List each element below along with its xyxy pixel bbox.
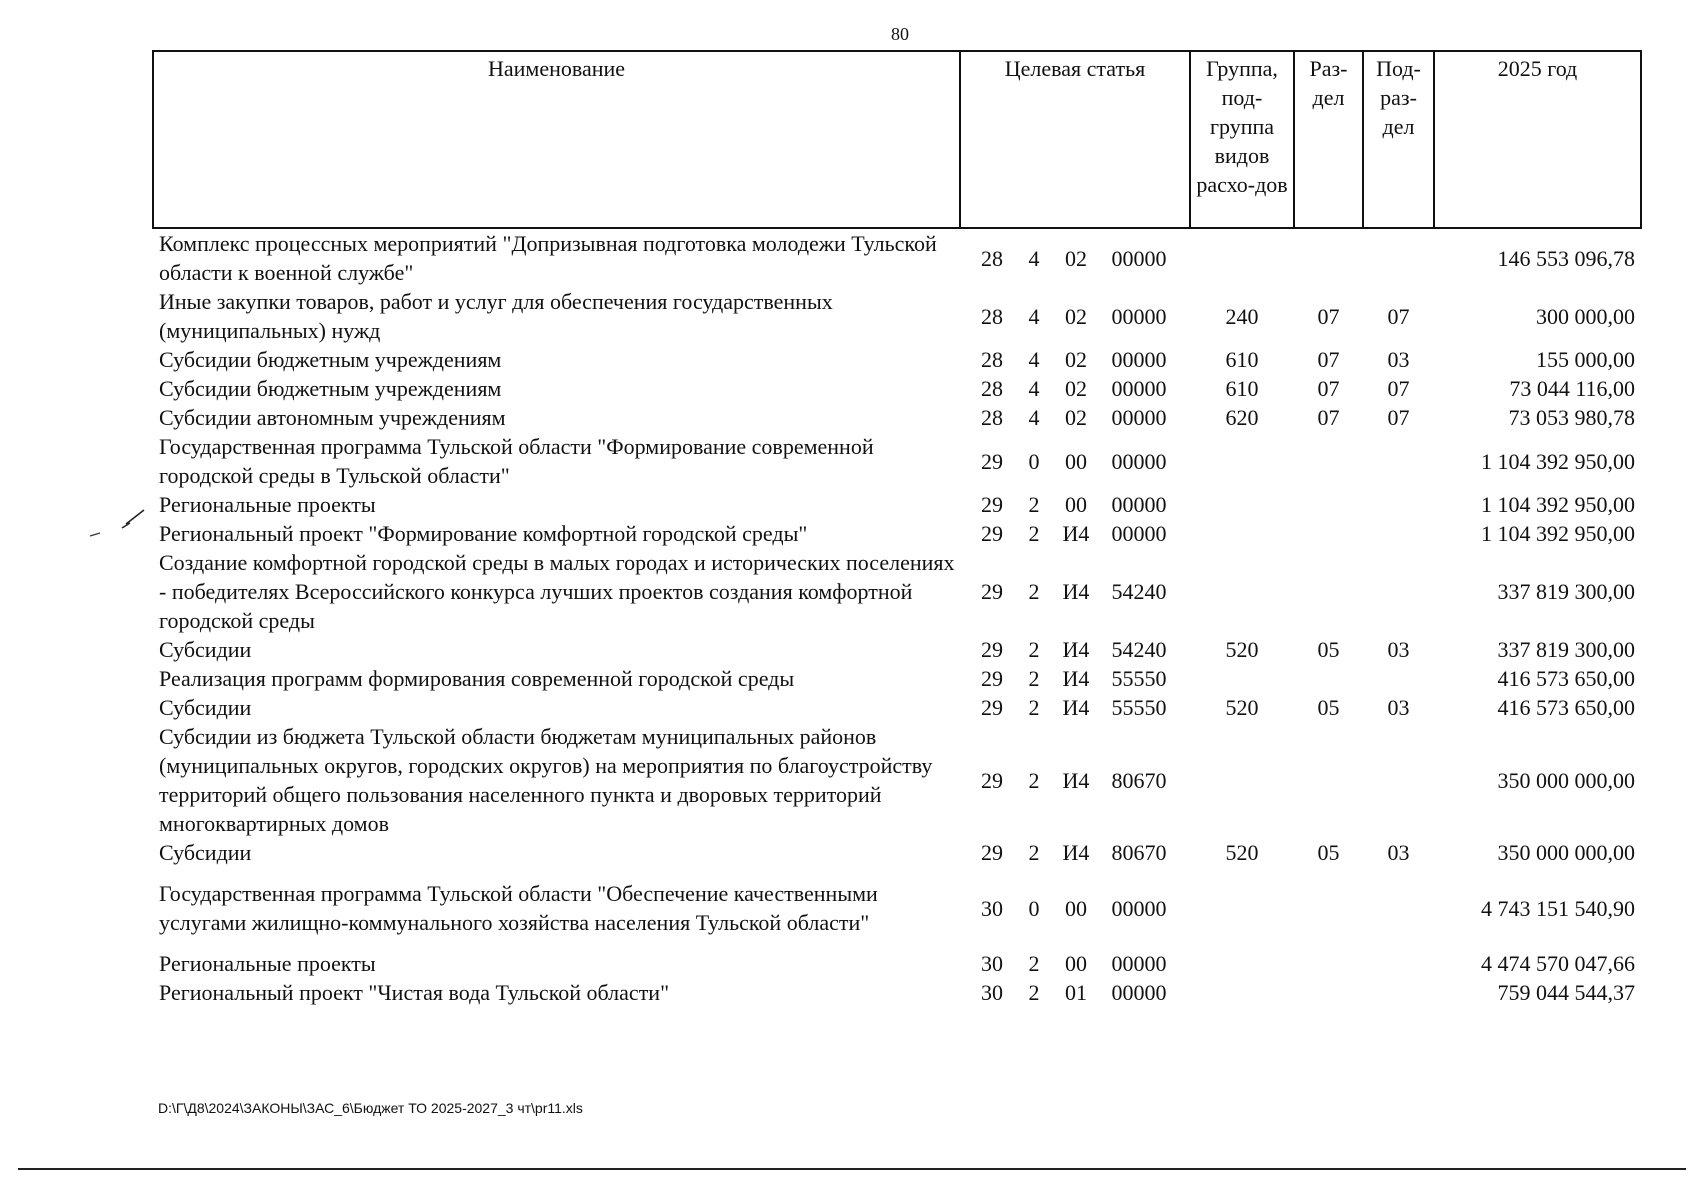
row-name: Субсидии xyxy=(159,695,252,720)
row-section xyxy=(1294,548,1363,635)
table-row xyxy=(153,693,1641,722)
target-type-code: 2 xyxy=(1028,579,1040,604)
target-structure-code: И4 xyxy=(1062,579,1090,604)
target-structure-code: 02 xyxy=(1065,405,1087,430)
header-year: 2025 год xyxy=(1434,51,1641,228)
row-expense-group xyxy=(1190,978,1294,1007)
target-structure-code: И4 xyxy=(1062,840,1090,865)
target-program-code: 30 xyxy=(981,951,1003,976)
target-type-code: 2 xyxy=(1028,637,1040,662)
table-row xyxy=(153,345,1641,374)
header-target-article: Целевая статья xyxy=(960,51,1190,228)
row-amount: 337 819 300,00 xyxy=(1497,637,1635,662)
header-expense-group: Группа, под-группа видов расхо-дов xyxy=(1190,51,1294,228)
row-section xyxy=(1294,949,1363,978)
target-program-code: 29 xyxy=(981,521,1003,546)
target-program-code: 29 xyxy=(981,840,1003,865)
row-subsection xyxy=(1363,490,1434,519)
row-amount: 337 819 300,00 xyxy=(1497,579,1635,604)
row-name: Субсидии автономным учреждениям xyxy=(159,405,506,430)
target-direction-code: 00000 xyxy=(1111,980,1167,1005)
target-type-code: 0 xyxy=(1028,895,1040,921)
row-subsection: 07 xyxy=(1387,303,1410,329)
target-program-code: 28 xyxy=(981,303,1003,329)
target-direction-code: 00000 xyxy=(1111,492,1167,517)
table-row xyxy=(153,548,1641,635)
row-section xyxy=(1294,432,1363,490)
target-type-code: 2 xyxy=(1028,666,1040,691)
target-direction-code: 55550 xyxy=(1111,695,1167,720)
row-expense-group xyxy=(1190,228,1294,287)
target-type-code: 2 xyxy=(1028,521,1040,546)
row-expense-group: 520 xyxy=(1225,637,1259,662)
row-amount: 4 474 570 047,66 xyxy=(1481,951,1635,976)
row-amount: 1 104 392 950,00 xyxy=(1481,492,1635,517)
target-direction-code: 55550 xyxy=(1111,666,1167,691)
header-section: Раз-дел xyxy=(1294,51,1363,228)
target-type-code: 4 xyxy=(1028,347,1040,372)
row-expense-group xyxy=(1190,949,1294,978)
row-name: Субсидии из бюджета Тульской области бюджетам муниципальных районов (муниципальных округов, городских округов) на мероприятия по благоустройству территорий общего пользования населенного пункта и дворовых территорий многоквартирных домов xyxy=(159,724,933,836)
target-type-code: 0 xyxy=(1028,448,1040,474)
target-structure-code: 01 xyxy=(1065,980,1087,1005)
row-expense-group: 240 xyxy=(1225,303,1259,329)
row-subsection xyxy=(1363,722,1434,838)
target-direction-code: 80670 xyxy=(1111,840,1167,865)
row-subsection: 03 xyxy=(1387,840,1410,865)
row-expense-group xyxy=(1190,879,1294,949)
table-row xyxy=(153,664,1641,693)
table-row xyxy=(153,978,1641,1007)
row-name: Субсидии бюджетным учреждениям xyxy=(159,376,502,401)
row-name: Субсидии бюджетным учреждениям xyxy=(159,347,502,372)
bottom-divider xyxy=(18,1168,1686,1170)
row-name: Иные закупки товаров, работ и услуг для обеспечения государственных (муниципальных) нужд xyxy=(159,289,833,343)
row-expense-group xyxy=(1190,664,1294,693)
row-expense-group: 610 xyxy=(1225,376,1259,401)
row-subsection xyxy=(1363,879,1434,949)
row-amount: 416 573 650,00 xyxy=(1497,666,1635,691)
row-name: Субсидии xyxy=(159,637,252,662)
row-name: Государственная программа Тульской области "Формирование современной городской среды в Тульской области" xyxy=(159,434,874,488)
target-structure-code: И4 xyxy=(1062,695,1090,720)
target-program-code: 30 xyxy=(981,980,1003,1005)
table-row xyxy=(153,287,1641,345)
target-program-code: 29 xyxy=(981,448,1003,474)
target-program-code: 28 xyxy=(981,245,1003,271)
target-structure-code: И4 xyxy=(1062,521,1090,546)
row-name: Региональный проект "Чистая вода Тульской области" xyxy=(159,980,670,1005)
target-structure-code: 02 xyxy=(1065,347,1087,372)
target-structure-code: 02 xyxy=(1065,303,1087,329)
row-name: Создание комфортной городской среды в малых городах и исторических поселениях - победителях Всероссийского конкурса лучших проектов создания комфортной городской среды xyxy=(159,550,955,633)
target-program-code: 29 xyxy=(981,492,1003,517)
target-direction-code: 00000 xyxy=(1111,405,1167,430)
target-program-code: 29 xyxy=(981,767,1003,793)
table-row xyxy=(153,228,1641,287)
row-subsection: 03 xyxy=(1387,347,1410,372)
row-expense-group xyxy=(1190,490,1294,519)
row-amount: 4 743 151 540,90 xyxy=(1481,895,1635,921)
target-program-code: 28 xyxy=(981,376,1003,401)
row-subsection xyxy=(1363,228,1434,287)
target-type-code: 4 xyxy=(1028,245,1040,271)
row-section xyxy=(1294,722,1363,838)
target-type-code: 4 xyxy=(1028,405,1040,430)
target-direction-code: 54240 xyxy=(1111,637,1167,662)
table-row xyxy=(153,403,1641,432)
row-subsection: 03 xyxy=(1387,637,1410,662)
target-direction-code: 00000 xyxy=(1111,376,1167,401)
row-subsection xyxy=(1363,548,1434,635)
row-section: 05 xyxy=(1317,695,1340,720)
row-amount: 350 000 000,00 xyxy=(1497,840,1635,865)
row-subsection xyxy=(1363,664,1434,693)
row-name: Государственная программа Тульской области "Обеспечение качественными услугами жилищно-коммунального хозяйства населения Тульской области" xyxy=(159,881,878,935)
row-name: Комплекс процессных мероприятий "Допризывная подготовка молодежи Тульской области к военной службе" xyxy=(159,231,937,285)
target-program-code: 29 xyxy=(981,579,1003,604)
row-name: Субсидии xyxy=(159,840,252,865)
row-section: 07 xyxy=(1317,303,1340,329)
target-program-code: 30 xyxy=(981,895,1003,921)
row-subsection: 03 xyxy=(1387,695,1410,720)
row-expense-group xyxy=(1190,432,1294,490)
table-row xyxy=(153,374,1641,403)
row-expense-group xyxy=(1190,722,1294,838)
target-program-code: 28 xyxy=(981,347,1003,372)
row-amount: 146 553 096,78 xyxy=(1497,245,1635,271)
row-expense-group xyxy=(1190,548,1294,635)
target-program-code: 29 xyxy=(981,637,1003,662)
row-amount: 155 000,00 xyxy=(1536,347,1635,372)
target-direction-code: 80670 xyxy=(1111,767,1167,793)
target-structure-code: И4 xyxy=(1062,666,1090,691)
table-row xyxy=(153,949,1641,978)
target-structure-code: 00 xyxy=(1065,895,1087,921)
target-structure-code: 00 xyxy=(1065,448,1087,474)
row-amount: 416 573 650,00 xyxy=(1497,695,1635,720)
target-direction-code: 54240 xyxy=(1111,579,1167,604)
target-type-code: 2 xyxy=(1028,695,1040,720)
header-subsection: Под-раз-дел xyxy=(1363,51,1434,228)
row-section: 07 xyxy=(1317,347,1340,372)
row-expense-group: 520 xyxy=(1225,840,1259,865)
row-section xyxy=(1294,490,1363,519)
page-number: 80 xyxy=(891,24,909,44)
row-amount: 759 044 544,37 xyxy=(1497,980,1635,1005)
target-direction-code: 00000 xyxy=(1111,951,1167,976)
row-section xyxy=(1294,664,1363,693)
row-name: Реализация программ формирования современной городской среды xyxy=(159,666,795,691)
row-amount: 1 104 392 950,00 xyxy=(1481,448,1635,474)
row-section: 05 xyxy=(1317,637,1340,662)
row-section xyxy=(1294,978,1363,1007)
target-type-code: 2 xyxy=(1028,767,1040,793)
target-type-code: 2 xyxy=(1028,492,1040,517)
target-structure-code: И4 xyxy=(1062,637,1090,662)
row-section xyxy=(1294,228,1363,287)
table-row xyxy=(153,838,1641,879)
row-subsection xyxy=(1363,978,1434,1007)
row-amount: 73 053 980,78 xyxy=(1508,405,1635,430)
row-expense-group xyxy=(1190,519,1294,548)
row-expense-group: 620 xyxy=(1225,405,1259,430)
file-path-footer: D:\Г\Д8\2024\ЗАКОНЫ\ЗАС_6\Бюджет ТО 2025-2027_3 чт\pr11.xls xyxy=(158,1100,583,1116)
budget-table xyxy=(152,50,1642,1007)
table-row xyxy=(153,432,1641,490)
target-structure-code: 02 xyxy=(1065,376,1087,401)
target-program-code: 29 xyxy=(981,695,1003,720)
target-type-code: 2 xyxy=(1028,840,1040,865)
target-direction-code: 00000 xyxy=(1111,448,1167,474)
row-subsection: 07 xyxy=(1387,376,1410,401)
target-type-code: 4 xyxy=(1028,376,1040,401)
header-name: Наименование xyxy=(153,51,960,228)
table-row xyxy=(153,635,1641,664)
target-type-code: 4 xyxy=(1028,303,1040,329)
row-section xyxy=(1294,519,1363,548)
target-structure-code: 00 xyxy=(1065,492,1087,517)
row-amount: 300 000,00 xyxy=(1536,303,1635,329)
target-structure-code: 00 xyxy=(1065,951,1087,976)
target-structure-code: И4 xyxy=(1062,767,1090,793)
row-subsection xyxy=(1363,519,1434,548)
row-amount: 350 000 000,00 xyxy=(1497,767,1635,793)
row-amount: 1 104 392 950,00 xyxy=(1481,521,1635,546)
target-program-code: 28 xyxy=(981,405,1003,430)
table-row xyxy=(153,722,1641,838)
row-amount: 73 044 116,00 xyxy=(1509,376,1635,401)
target-direction-code: 00000 xyxy=(1111,245,1167,271)
target-direction-code: 00000 xyxy=(1111,895,1167,921)
handwritten-pen-mark xyxy=(78,504,148,544)
row-section xyxy=(1294,879,1363,949)
table-row xyxy=(153,519,1641,548)
table-row xyxy=(153,879,1641,949)
row-name: Региональные проекты xyxy=(159,951,376,976)
target-type-code: 2 xyxy=(1028,951,1040,976)
table-row xyxy=(153,490,1641,519)
row-expense-group: 520 xyxy=(1225,695,1259,720)
target-direction-code: 00000 xyxy=(1111,347,1167,372)
row-name: Региональный проект "Формирование комфортной городской среды" xyxy=(159,521,808,546)
row-subsection xyxy=(1363,949,1434,978)
table-header-row xyxy=(153,51,1641,228)
target-type-code: 2 xyxy=(1028,980,1040,1005)
target-direction-code: 00000 xyxy=(1111,303,1167,329)
target-structure-code: 02 xyxy=(1065,245,1087,271)
target-program-code: 29 xyxy=(981,666,1003,691)
row-subsection: 07 xyxy=(1387,405,1410,430)
row-expense-group: 610 xyxy=(1225,347,1259,372)
row-subsection xyxy=(1363,432,1434,490)
row-name: Региональные проекты xyxy=(159,492,376,517)
row-section: 07 xyxy=(1317,376,1340,401)
row-section: 05 xyxy=(1317,840,1340,865)
row-section: 07 xyxy=(1317,405,1340,430)
target-direction-code: 00000 xyxy=(1111,521,1167,546)
